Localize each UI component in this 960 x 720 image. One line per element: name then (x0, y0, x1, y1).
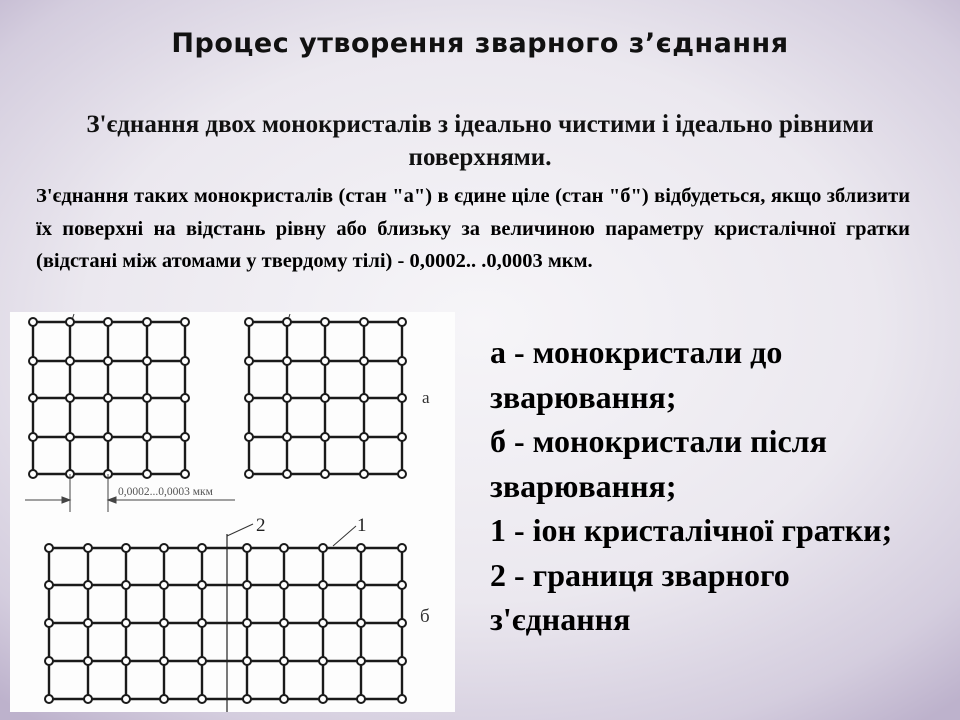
legend-item-b: б - монокристали після зварювання; (490, 423, 827, 504)
callout-line-2 (227, 524, 253, 536)
dimension-label: 0,0002...0,0003 мкм (118, 486, 213, 498)
legend-item-a: а - монокристали до зварювання; (490, 334, 783, 415)
label-a: а (422, 388, 430, 407)
callout-label-1: 1 (357, 515, 367, 536)
label-b: б (420, 606, 430, 627)
slide-subtitle: З'єднання двох монокристалів з ідеально чистими і ідеально рівними поверхнями. (86, 111, 874, 171)
legend-item-2: 2 - границя зварного з'єднання (490, 556, 790, 637)
legend-item-1: 1 - іон кристалічної гратки; (490, 512, 893, 548)
slide-title: Процес утворення зварного з’єднання (171, 28, 789, 59)
lattice-diagram (10, 312, 455, 712)
crystal-lattice-figure (10, 312, 455, 712)
callout-label-2: 2 (256, 515, 266, 536)
figure-legend (490, 330, 930, 642)
callout-line-1 (333, 526, 356, 546)
lattice-b (49, 548, 402, 699)
body-paragraph: З'єднання таких монокристалів (стан "а") в єдине ціле (стан "б") відбудеться, якщо зблизити їх поверхні на відстань рівну або близьку за величиною параметру кристалічної гратки (відстані між атомами у твердому тілі) - 0,0002.. .0,0003 мкм. (36, 185, 910, 272)
